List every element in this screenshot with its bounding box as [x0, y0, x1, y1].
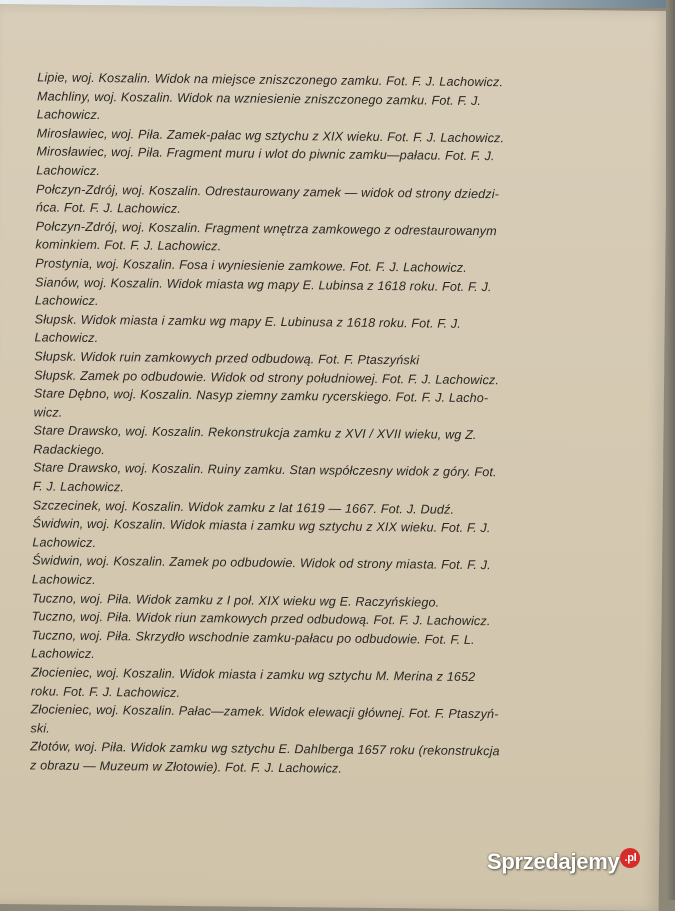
caption-line: ski.	[30, 721, 50, 736]
caption-line: Słupsk. Zamek po odbudowie. Widok od strony południowej. Fot. F. J. Lachowicz.	[34, 367, 500, 387]
caption-line: Lachowicz.	[34, 293, 99, 309]
caption-line: roku. Fot. F. J. Lachowicz.	[30, 683, 181, 700]
caption-line: Stare Dębno, woj. Koszalin. Nasyp ziemny zamku rycerskiego. Fot. F. J. Lacho-	[33, 386, 489, 406]
caption-line: ńca. Fot. F. J. Lachowicz.	[35, 200, 181, 217]
caption-line: Świdwin, woj. Koszalin. Widok miasta i zamku wg sztychu z XIX wieku. Fot. F. J.	[32, 516, 491, 536]
caption-line: Słupsk. Widok miasta i zamku wg mapy E. Lubinusa z 1618 roku. Fot. F. J.	[34, 312, 461, 331]
caption-line: Radackiego.	[33, 442, 106, 457]
caption-line: Tuczno, woj. Piła. Widok zamku z I poł. XIX wieku wg E. Raczyńskiego.	[31, 590, 440, 610]
caption-line: Słupsk. Widok ruin zamkowych przed odbudową. Fot. F. Ptaszyński	[34, 349, 420, 368]
caption-line: Lachowicz.	[36, 107, 101, 123]
caption-line: Złocieniec, woj. Koszalin. Pałac—zamek. Widok elewacji głównej. Fot. F. Ptaszyń-	[30, 702, 499, 722]
sprzedajemy-watermark-logo	[487, 849, 640, 876]
book-page	[0, 4, 668, 911]
caption-line: Połczyn-Zdrój, woj. Koszalin. Odrestaurowany zamek — widok od strony dziedzi-	[35, 181, 500, 201]
caption-line: Sianów, woj. Koszalin. Widok miasta wg mapy E. Lubinsa z 1618 roku. Fot. F. J.	[35, 274, 492, 294]
caption-line: Połczyn-Zdrój, woj. Koszalin. Fragment wnętrza zamkowego z odrestaurowanym	[35, 219, 497, 238]
caption-line: Machliny, woj. Koszalin. Widok na wzniesienie zniszczonego zamku. Fot. F. J.	[36, 88, 482, 108]
page-edge	[666, 0, 675, 900]
caption-line: Tuczno, woj. Piła. Widok riun zamkowych przed odbudową. Fot. F. J. Lachowicz.	[31, 609, 491, 629]
watermark-badge: .pl	[620, 848, 640, 868]
caption-line: Szczecinek, woj. Koszalin. Widok zamku z lat 1619 — 1667. Fot. J. Dudź.	[32, 498, 455, 517]
caption-line: Lachowicz.	[31, 572, 96, 588]
caption-line: Lachowicz.	[34, 330, 99, 346]
caption-line: Lachowicz.	[32, 535, 97, 550]
caption-line: kominkiem. Fot. F. J. Lachowicz.	[35, 237, 222, 254]
caption-line: Mirosławiec, woj. Piła. Zamek-pałac wg sztychu z XIX wieku. Fot. F. J. Lachowicz.	[36, 126, 505, 146]
caption-line: wicz.	[33, 405, 63, 420]
watermark-brand: Sprzedajemy	[487, 849, 620, 874]
caption-line: Złotów, woj. Piła. Widok zamku wg sztychu E. Dahlberga 1657 roku (rekonstrukcja	[30, 739, 500, 759]
caption-line: Stare Drawsko, woj. Koszalin. Rekonstrukcja zamku z XVI / XVII wieku, wg Z.	[33, 423, 477, 443]
caption-line: z obrazu — Muzeum w Złotowie). Fot. F. J. Lachowicz.	[29, 758, 343, 776]
caption-line: Lachowicz.	[36, 163, 101, 179]
caption-line: Stare Drawsko, woj. Koszalin. Ruiny zamku. Stan współczesny widok z góry. Fot.	[33, 460, 497, 480]
caption-line: Mirosławiec, woj. Piła. Fragment muru i wlot do piwnic zamku—pałacu. Fot. F. J.	[36, 144, 495, 164]
caption-line: Lipie, woj. Koszalin. Widok na miejsce zniszczonego zamku. Fot. F. J. Lachowicz.	[37, 70, 504, 90]
caption-line: Tuczno, woj. Piła. Skrzydło wschodnie zamku-pałacu po odbudowie. Fot. F. L.	[31, 628, 475, 647]
caption-line: F. J. Lachowicz.	[32, 479, 125, 495]
caption-line: Świdwin, woj. Koszalin. Zamek po odbudowie. Widok od strony miasta. Fot. F. J.	[32, 553, 491, 573]
caption-line: Lachowicz.	[31, 646, 96, 662]
caption-line: Prostynia, woj. Koszalin. Fosa i wyniesienie zamkowe. Fot. F. J. Lachowicz.	[35, 256, 468, 275]
caption-list	[30, 68, 612, 781]
caption-line: Złocieniec, woj. Koszalin. Widok miasta i zamku wg sztychu M. Merina z 1652	[30, 665, 476, 685]
